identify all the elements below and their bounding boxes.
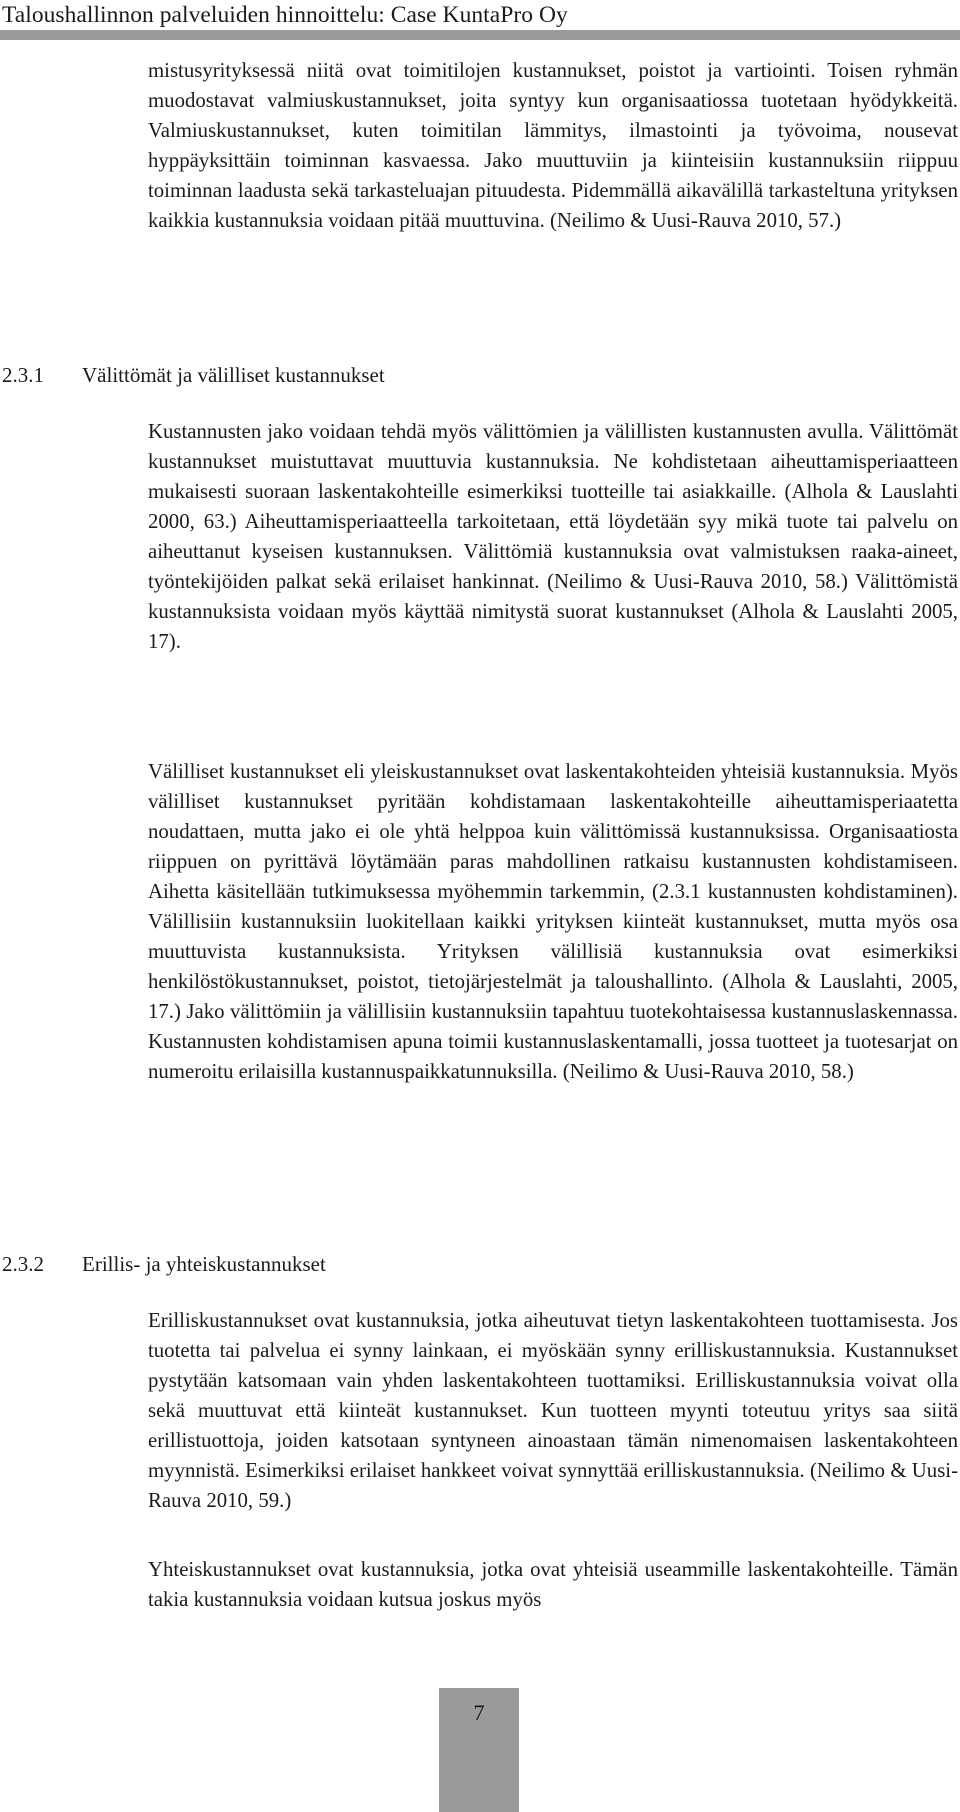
section-heading-2-3-1 xyxy=(2,360,385,390)
paragraph-cost-types-continued: mistusyrityksessä niitä ovat toimitilojen kustannukset, poistot ja vartiointi. Toisen ryhmän muodostavat valmiuskustannukset, joita syntyy kun organisaatiossa tuotetaan hyödykkeitä. Valmiuskustannukset, kuten toimitilan lämmitys, ilmastointi ja työvoima, nousevat hyppäyksittäin toiminnan kasvaessa. Jako muuttuviin ja kiinteisiin kustannuksiin riippuu toiminnan laadusta sekä tarkasteluajan pituudesta. Pidemmällä aikavälillä tarkasteltuna yrityksen kaikkia kustannuksia voidaan pitää muuttuvina. (Neilimo & Uusi-Rauva 2010, 57.) xyxy=(148,59,958,232)
page-number-box xyxy=(439,1688,519,1812)
paragraph-indirect-costs: Välilliset kustannukset eli yleiskustannukset ovat laskentakohteiden yhteisiä kustannuksia. Myös välilliset kustannukset pyritään kohdistamaan laskentakohteille aiheuttamisperiaatetta noudattaen, mutta jako ei ole yhtä helppoa kuin välittömissä kustannuksissa. Organisaatiosta riippuen on pyrittävä löytämään paras mahdollinen ratkaisu kustannusten kohdistamiseen. Aihetta käsitellään tutkimuksessa myöhemmin tarkemmin, (2.3.1 kustannusten kohdistaminen). Välillisiin kustannuksiin luokitellaan kaikki yrityksen kiinteät kustannukset, mutta myös osa muuttuvista kustannuksista. Yrityksen välillisiä kustannuksia ovat esimerkiksi henkilöstökustannukset, poistot, tietojärjestelmät ja taloushallinto. (Alhola & Lauslahti, 2005, 17.) Jako välittömiin ja välillisiin kustannuksiin tapahtuu tuotekohtaisessa kustannuslaskennassa. Kustannusten kohdistamisen apuna toimii kustannuslaskentamalli, jossa tuotteet ja tuotesarjat on numeroitu erilaisilla kustannuspaikkatunnuksilla. (Neilimo & Uusi-Rauva 2010, 58.) xyxy=(148,760,958,1083)
section-title: Erillis- ja yhteiskustannukset xyxy=(82,1252,326,1276)
page-header xyxy=(0,0,960,44)
section-number: 2.3.2 xyxy=(2,1252,44,1276)
header-rule xyxy=(0,30,960,40)
paragraph-direct-costs: Kustannusten jako voidaan tehdä myös välittömien ja välillisten kustannusten avulla. Välittömät kustannukset muistuttavat muuttuvia kustannuksia. Ne kohdistetaan aiheuttamisperiaatteen mukaisesti suoraan laskentakohteille esimerkiksi tuotteille tai asiakkaille. (Alhola & Lauslahti 2000, 63.) Aiheuttamisperiaatteella tarkoitetaan, että löydetään syy mikä tuote tai palvelu on aiheuttanut kyseisen kustannuksen. Välittömiä kustannuksia ovat valmistuksen raaka-aineet, työntekijöiden palkat sekä erilaiset hankinnat. (Neilimo & Uusi-Rauva 2010, 58.) Välittömistä kustannuksista voidaan myös käyttää nimitystä suorat kustannukset (Alhola & Lauslahti 2005, 17). xyxy=(148,420,958,653)
section-number: 2.3.1 xyxy=(2,363,44,387)
paragraph-separate-costs: Erilliskustannukset ovat kustannuksia, jotka aiheutuvat tietyn laskentakohteen tuottamisesta. Jos tuotetta tai palvelua ei synny lainkaan, ei myöskään synny erilliskustannuksia. Kustannukset pystytään katsomaan vain yhden laskentakohteen tuottamiksi. Erilliskustannuksia voivat olla sekä muuttuvat että kiinteät kustannukset. Kun tuotteen myynti toteutuu yritys saa siitä erillistuottoja, joiden katsotaan syntyneen ainoastaan tämän nimenomaisen laskentakohteen myynnistä. Esimerkiksi erilaiset hankkeet voivat synnyttää erilliskustannuksia. (Neilimo & Uusi-Rauva 2010, 59.) xyxy=(148,1309,958,1512)
section-title: Välittömät ja välilliset kustannukset xyxy=(82,363,385,387)
paragraph-joint-costs: Yhteiskustannukset ovat kustannuksia, jotka ovat yhteisiä useammille laskentakohteille. Tämän takia kustannuksia voidaan kutsua joskus myös xyxy=(148,1558,958,1611)
document-title: Taloushallinnon palveluiden hinnoittelu: Case KuntaPro Oy xyxy=(2,2,568,28)
page-number: 7 xyxy=(473,1700,485,1725)
section-heading-2-3-2 xyxy=(2,1249,326,1279)
